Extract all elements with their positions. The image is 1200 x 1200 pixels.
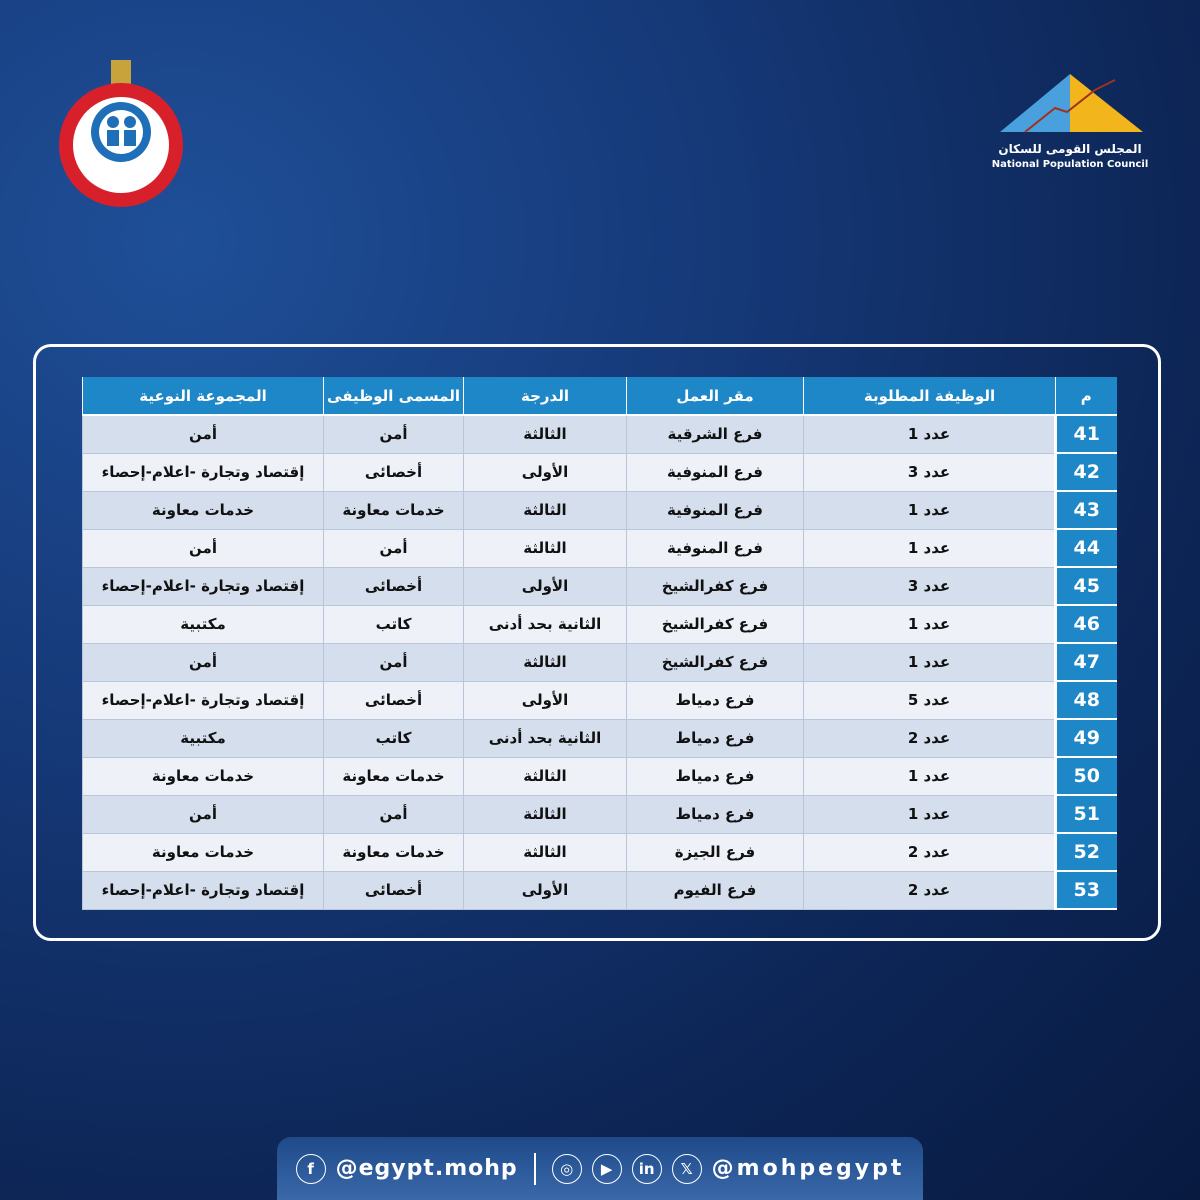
table-cell: أمن xyxy=(324,795,464,833)
table-cell: 53 xyxy=(1056,871,1117,909)
table-cell: الأولى xyxy=(464,453,627,491)
table-header-row xyxy=(83,377,1117,415)
table-row xyxy=(83,833,1117,871)
npc-arabic-name: المجلس القومى للسكان xyxy=(998,142,1142,156)
table-cell: فرع دمياط xyxy=(627,795,804,833)
table-cell: أخصائى xyxy=(324,567,464,605)
table-cell: الثالثة xyxy=(464,415,627,453)
table-cell: فرع كفرالشيخ xyxy=(627,605,804,643)
table-cell: خدمات معاونة xyxy=(324,491,464,529)
table-cell: أمن xyxy=(324,415,464,453)
table-cell: 47 xyxy=(1056,643,1117,681)
table-cell: عدد 1 xyxy=(804,643,1056,681)
column-header: المجموعة النوعية xyxy=(83,377,324,415)
table-row xyxy=(83,453,1117,491)
table-row xyxy=(83,491,1117,529)
table-cell: عدد 1 xyxy=(804,757,1056,795)
table-cell: 49 xyxy=(1056,719,1117,757)
table-cell: الثالثة xyxy=(464,491,627,529)
table-cell: خدمات معاونة xyxy=(83,833,324,871)
table-cell: 51 xyxy=(1056,795,1117,833)
table-cell: فرع كفرالشيخ xyxy=(627,567,804,605)
table-cell: عدد 2 xyxy=(804,871,1056,909)
table-cell: الثانية بحد أدنى xyxy=(464,605,627,643)
table-row xyxy=(83,757,1117,795)
table-cell: 43 xyxy=(1056,491,1117,529)
table-cell: أخصائى xyxy=(324,453,464,491)
table-cell: عدد 1 xyxy=(804,415,1056,453)
table-row xyxy=(83,871,1117,909)
table-cell: أمن xyxy=(83,529,324,567)
table-row xyxy=(83,529,1117,567)
table-row xyxy=(83,415,1117,453)
table-cell: فرع المنوفية xyxy=(627,453,804,491)
table-cell: أمن xyxy=(324,643,464,681)
table-cell: فرع الشرقية xyxy=(627,415,804,453)
table-cell: عدد 2 xyxy=(804,719,1056,757)
mohp-logo xyxy=(55,60,187,210)
table-cell: 45 xyxy=(1056,567,1117,605)
table-row xyxy=(83,795,1117,833)
table-cell: الثالثة xyxy=(464,795,627,833)
column-header: الوظيفة المطلوبة xyxy=(804,377,1056,415)
table-cell: الأولى xyxy=(464,871,627,909)
table-cell: الأولى xyxy=(464,681,627,719)
table-cell: خدمات معاونة xyxy=(83,491,324,529)
column-header: م xyxy=(1056,377,1117,415)
table-cell: أمن xyxy=(83,643,324,681)
linkedin-icon[interactable]: in xyxy=(632,1154,662,1184)
table-cell: 41 xyxy=(1056,415,1117,453)
table-cell: عدد 5 xyxy=(804,681,1056,719)
table-cell: فرع دمياط xyxy=(627,719,804,757)
table-cell: خدمات معاونة xyxy=(83,757,324,795)
table-cell: فرع دمياط xyxy=(627,757,804,795)
facebook-handle[interactable]: @egypt.mohp xyxy=(335,1156,518,1181)
table-row xyxy=(83,643,1117,681)
table-cell: عدد 3 xyxy=(804,453,1056,491)
table-row xyxy=(83,681,1117,719)
table-cell: 44 xyxy=(1056,529,1117,567)
npc-english-name: National Population Council xyxy=(991,159,1149,170)
youtube-icon[interactable]: ▶ xyxy=(592,1154,622,1184)
column-header: مقر العمل xyxy=(627,377,804,415)
table-row xyxy=(83,605,1117,643)
table-cell: إقتصاد وتجارة -اعلام-إحصاء xyxy=(83,681,324,719)
table-cell: مكتبية xyxy=(83,719,324,757)
table-cell: فرع الفيوم xyxy=(627,871,804,909)
table-cell: عدد 1 xyxy=(804,795,1056,833)
table-cell: عدد 1 xyxy=(804,529,1056,567)
table-cell: 52 xyxy=(1056,833,1117,871)
facebook-icon[interactable]: f xyxy=(296,1154,326,1184)
table-row xyxy=(83,567,1117,605)
table-cell: 50 xyxy=(1056,757,1117,795)
table-cell: إقتصاد وتجارة -اعلام-إحصاء xyxy=(83,871,324,909)
table-cell: إقتصاد وتجارة -اعلام-إحصاء xyxy=(83,453,324,491)
table-cell: أخصائى xyxy=(324,681,464,719)
table-cell: فرع الجيزة xyxy=(627,833,804,871)
table-cell: كاتب xyxy=(324,719,464,757)
table-cell: عدد 3 xyxy=(804,567,1056,605)
table-cell: الثالثة xyxy=(464,757,627,795)
table-cell: خدمات معاونة xyxy=(324,757,464,795)
table-cell: مكتبية xyxy=(83,605,324,643)
social-footer xyxy=(277,1137,923,1200)
table-cell: عدد 1 xyxy=(804,491,1056,529)
table-cell: الثالثة xyxy=(464,529,627,567)
table-row xyxy=(83,719,1117,757)
table-cell: الثالثة xyxy=(464,643,627,681)
column-header: المسمى الوظيفى xyxy=(324,377,464,415)
table-cell: كاتب xyxy=(324,605,464,643)
table-cell: الأولى xyxy=(464,567,627,605)
x-icon[interactable]: 𝕏 xyxy=(672,1154,702,1184)
table-cell: عدد 1 xyxy=(804,605,1056,643)
instagram-icon[interactable]: ◎ xyxy=(552,1154,582,1184)
table-cell: أمن xyxy=(83,795,324,833)
table-cell: خدمات معاونة xyxy=(324,833,464,871)
table-cell: 46 xyxy=(1056,605,1117,643)
table-cell: فرع دمياط xyxy=(627,681,804,719)
table-cell: أمن xyxy=(83,415,324,453)
table-cell: الثالثة xyxy=(464,833,627,871)
table-cell: إقتصاد وتجارة -اعلام-إحصاء xyxy=(83,567,324,605)
table-cell: فرع المنوفية xyxy=(627,529,804,567)
social-handle[interactable]: @mohpegypt xyxy=(711,1156,905,1181)
table-cell: أخصائى xyxy=(324,871,464,909)
table-cell: أمن xyxy=(324,529,464,567)
jobs-table xyxy=(82,377,1117,910)
table-cell: فرع كفرالشيخ xyxy=(627,643,804,681)
npc-logo xyxy=(990,70,1150,180)
table-cell: فرع المنوفية xyxy=(627,491,804,529)
divider xyxy=(534,1153,536,1185)
table-cell: الثانية بحد أدنى xyxy=(464,719,627,757)
table-cell: 48 xyxy=(1056,681,1117,719)
table-cell: 42 xyxy=(1056,453,1117,491)
table-cell: عدد 2 xyxy=(804,833,1056,871)
column-header: الدرجة xyxy=(464,377,627,415)
